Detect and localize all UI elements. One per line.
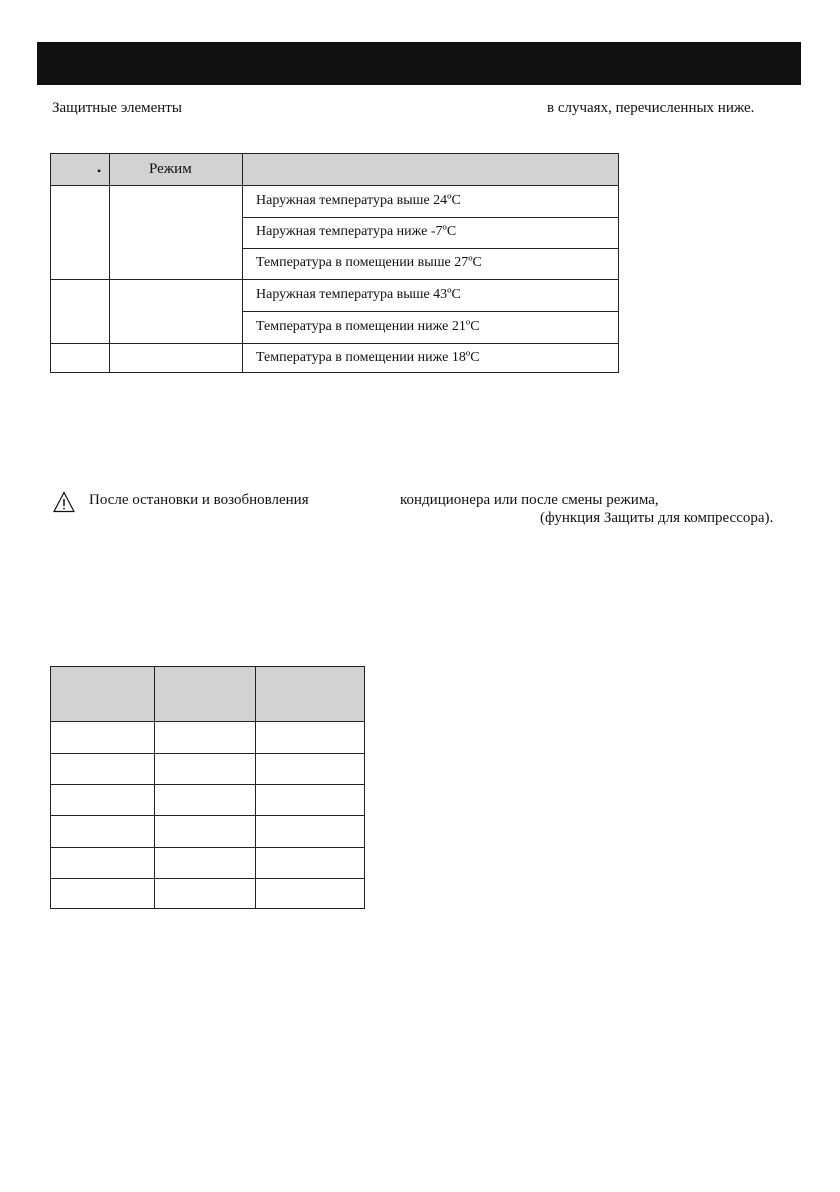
condition-cell: Температура в помещении ниже 18ºC [256, 350, 480, 365]
warning-text-3: (функция Защиты для компрессора). [540, 510, 774, 526]
row-divider [243, 248, 618, 249]
condition-cell: Температура в помещении ниже 21ºC [256, 319, 480, 334]
row-divider [51, 279, 618, 280]
header-bullet: • [97, 164, 102, 178]
row-divider [51, 784, 364, 785]
column-divider [154, 667, 155, 908]
condition-cell: Наружная температура ниже -7ºC [256, 224, 457, 239]
section-header-bar [37, 42, 801, 85]
row-divider [51, 847, 364, 848]
protection-table [50, 153, 619, 373]
column-divider [242, 154, 243, 372]
row-divider [51, 878, 364, 879]
settings-table-header [51, 667, 364, 721]
column-divider [255, 667, 256, 908]
settings-table [50, 666, 365, 909]
row-divider [243, 217, 618, 218]
protection-table-header [51, 154, 618, 185]
condition-cell: Наружная температура выше 24ºC [256, 193, 461, 208]
condition-cell: Наружная температура выше 43ºC [256, 287, 461, 302]
row-divider [51, 753, 364, 754]
warning-text-2: кондиционера или после смены режима, [400, 492, 659, 508]
intro-text-right: в случаях, перечисленных ниже. [547, 100, 755, 116]
warning-icon [53, 491, 75, 513]
row-divider [51, 815, 364, 816]
column-divider [109, 154, 110, 372]
row-divider [51, 343, 618, 344]
header-mode: Режим [149, 161, 192, 177]
row-divider [243, 311, 618, 312]
row-divider [51, 185, 618, 186]
warning-text-1: После остановки и возобновления [89, 492, 309, 508]
row-divider [51, 721, 364, 722]
intro-text-left: Защитные элементы [52, 100, 182, 116]
condition-cell: Температура в помещении выше 27ºC [256, 255, 482, 270]
